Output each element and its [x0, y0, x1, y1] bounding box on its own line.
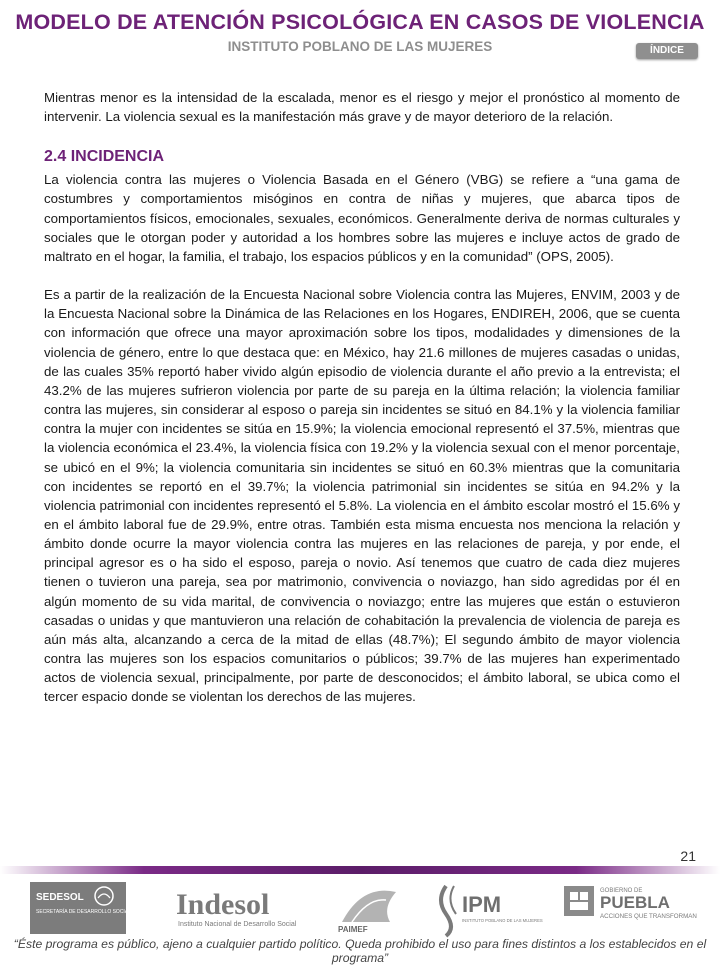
footer-disclaimer: “Éste programa es público, ajeno a cualquier partido político. Queda prohibido el uso para fines distintos a los establecidos en el programa”	[13, 937, 707, 965]
page-number: 21	[680, 848, 696, 864]
body-paragraph-1: La violencia contra las mujeres o Violencia Basada en el Género (VBG) se refiere a “una gama de costumbres y comportamientos misóginos en contra de niñas y mujeres, que abarca tipos de comportamientos físicos, emocionales, sexuales, económicos. Generalmente deriva de normas culturales y sociales que le otorgan poder y autoridad a los hombres sobre las mujeres e incluye actos de grado de maltrato en el hogar, la familia, el trabajo, los espacios públicos y en la comunidad” (OPS, 2005).	[44, 172, 680, 264]
indesol-name: Indesol	[176, 888, 270, 921]
ipm-subtitle: INSTITUTO POBLANO DE LAS MUJERES	[462, 918, 543, 923]
page-header	[0, 0, 720, 70]
institute-name: INSTITUTO POBLANO DE LAS MUJERES	[227, 39, 493, 54]
ipm-logo	[432, 878, 543, 938]
sedesol-subtitle: SECRETARÍA DE DESARROLLO SOCIAL	[36, 909, 131, 915]
section-heading: 2.4 INCIDENCIA	[44, 148, 165, 166]
puebla-name: PUEBLA	[600, 893, 670, 912]
sedesol-logo	[30, 878, 130, 938]
puebla-subtitle: ACCIONES QUE TRANSFORMAN	[600, 913, 697, 920]
indesol-subtitle: Instituto Nacional de Desarrollo Social	[178, 921, 297, 928]
paimef-logo	[332, 878, 408, 938]
indesol-logo	[172, 878, 322, 938]
puebla-top: GOBIERNO DE	[600, 888, 643, 894]
sedesol-name: SEDESOL	[36, 892, 84, 903]
sponsor-logos	[0, 878, 720, 938]
page-content	[44, 88, 680, 707]
footer-divider	[0, 866, 720, 874]
puebla-logo	[560, 878, 697, 938]
intro-paragraph: Mientras menor es la intensidad de la escalada, menor es el riesgo y mejor el pronóstico al momento de intervenir. La violencia sexual es la manifestación más grave y de mayor deterioro de la relación.	[44, 90, 680, 125]
body-paragraph-2: Es a partir de la realización de la Encuesta Nacional sobre Violencia contra las Mujeres, ENVIM, 2003 y de la Encuesta Nacional sobre la Dinámica de las Relaciones en los Hogares, ENDIREH, 2006, que se cuenta con información que ofrece una mayor aproximación sobre los tipos, modalidades y dimensiones de la violencia de género, entre lo que destaca que: en México, hay 21.6 millones de mujeres casadas o unidas, de las cuales 35% reportó haber vivido algún episodio de violencia durante el año previo a la entrevista; el 43.2% de las mujeres sufrieron violencia por parte de su pareja en la última relación; la violencia familiar contra las mujeres, sin considerar al esposo o pareja sin incidentes se situó en 84.1% y la violencia familiar contra la mujer con incidentes se sitúa en 15.9%; la violencia emocional representó el 37.5%, mientras que la violencia económica el 23.4%, la violencia física con 19.2% y la violencia sexual con el menor porcentaje, se ubicó en el 9%; la violencia comunitaria sin incidentes se situó en 60.3% mientras que la comunitaria con incidentes se reportó en el 39.7%; la violencia patrimonial sin incidentes se sitúa en 94.2% y la violencia patrimonial con incidentes representó el 5.8%. La violencia en el ámbito escolar mostró el 15.6% y en el ámbito laboral fue de 29.9%, entre otras. También esta misma encuesta nos menciona la relación y ámbito donde ocurre la mayor violencia contra las mujeres en las relaciones de pareja, y por ende, el principal agresor es o ha sido el esposo, pareja o novio. Así tenemos que cuatro de cada diez mujeres tienen o tuvieron una pareja, sea por matrimonio, convivencia o noviazgo, han sido agredidas por él en algún momento de su vida marital, de convivencia o noviazgo; entre las mujeres que están o estuvieron casadas o unidas y que mantuvieron una relación de cohabitación la prevalencia de violencia de pareja es aún más alta, alcanzando a cerca de la mitad de ellas (48.7%); El segundo ámbito de mayor violencia contra las mujeres son los espacios comunitarios o públicos; 39.7% de las mujeres han experimentado actos de violencia sexual, principalmente, por parte de desconocidos; el ámbito laboral, se ubica como el tercer espacio donde se violentan los derechos de las mujeres.	[44, 287, 680, 705]
paimef-name: PAIMEF	[338, 925, 368, 934]
ipm-name: IPM	[462, 892, 502, 917]
index-button[interactable]: ÍNDICE	[636, 43, 698, 59]
document-title: MODELO DE ATENCIÓN PSICOLÓGICA EN CASOS DE VIOLENCIA	[15, 10, 705, 34]
